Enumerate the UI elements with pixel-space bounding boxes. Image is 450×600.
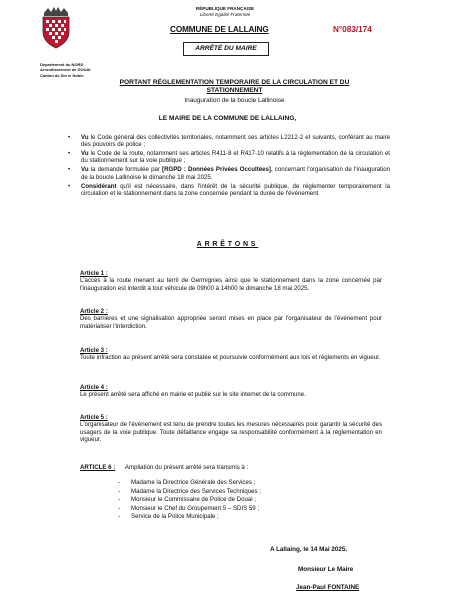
article-6 bbox=[80, 464, 248, 471]
motto-line: Liberté Égalité Fraternité bbox=[199, 11, 251, 17]
recipient-text: Service de la Police Municipale ; bbox=[131, 513, 219, 521]
article-5 bbox=[80, 414, 382, 443]
recipient-item bbox=[118, 496, 338, 505]
signature-name: Jean-Paul FONTAINE bbox=[296, 584, 360, 591]
recipient-text: Madame la Directrice Générale des Services ; bbox=[131, 479, 256, 486]
recipient-item bbox=[118, 513, 338, 522]
consideration-item bbox=[68, 134, 390, 149]
dash-icon: - bbox=[118, 487, 121, 495]
bullet-icon: • bbox=[68, 150, 71, 158]
main-title: PORTANT RÉGLEMENTATION TEMPORAIRE DE LA CIRCULATION ET DU STATIONNEMENT bbox=[119, 79, 350, 94]
consideration-lead: Vu bbox=[81, 166, 89, 174]
canton-line: Canton de Sin le Noble bbox=[40, 72, 84, 78]
recipient-text: Monsieur le Chef du Groupement 5 – SDIS 59 ; bbox=[131, 504, 260, 512]
bullet-icon: • bbox=[68, 182, 71, 190]
article-intro: Ampliation du présent arrêté sera transmis à : bbox=[124, 464, 249, 471]
article-body: Des barrières et une signalisation appropriée seront mises en place par l'organisateur de l'événement pour matérialiser l'interdiction. bbox=[80, 315, 382, 330]
bullet-icon: • bbox=[68, 166, 71, 174]
maire-heading: LE MAIRE DE LA COMMUNE DE LALLAING, bbox=[158, 115, 297, 122]
article-title: Article 5 : bbox=[80, 414, 108, 421]
article-4 bbox=[80, 384, 382, 399]
considerations-list bbox=[68, 134, 390, 199]
article-title: Article 4 : bbox=[80, 384, 108, 391]
consideration-item bbox=[68, 150, 390, 165]
commune-name: COMMUNE DE LALLAING bbox=[170, 25, 269, 34]
department-line: Département du NORD bbox=[40, 62, 84, 67]
recipients-list bbox=[118, 479, 338, 522]
article-body: Toute infraction au présent arrêté sera constatée et poursuivie conformément aux lois et règlements en vigueur. bbox=[80, 354, 381, 362]
consideration-tail: , concernant l'organisation de l'inauguration de la boucle Lallinoise le dimanche 18 mai 2025. bbox=[81, 166, 391, 181]
subject-line: Inauguration de la boucle Lallinoise bbox=[184, 97, 285, 104]
dash-icon: - bbox=[118, 504, 121, 512]
consideration-item bbox=[68, 183, 390, 198]
article-body: Le présent arrêté sera affiché en mairie et publié sur le site internet de la commune. bbox=[80, 391, 306, 399]
consideration-lead: Considérant bbox=[81, 182, 117, 190]
consideration-item bbox=[68, 166, 390, 181]
signature-place-date: A Lallaing, le 14 Mai 2025. bbox=[270, 546, 348, 553]
article-title: Article 1 : bbox=[80, 270, 108, 277]
dash-icon: - bbox=[118, 479, 121, 486]
recipient-text: Monsieur le Commissaire de Police de Douai ; bbox=[131, 496, 256, 504]
consideration-text: le Code de la route, notamment ses articles R411-8 et R417-10 relatifs à la réglementation de la circulation et du stationnement sur la voie publique ; bbox=[81, 150, 390, 165]
dash-icon: - bbox=[118, 513, 121, 521]
article-title: Article 3 : bbox=[80, 347, 108, 354]
article-3 bbox=[80, 347, 382, 362]
article-1 bbox=[80, 270, 382, 292]
consideration-text: qu'il est nécessaire, dans l'intérêt de la sécurité publique, de réglementer temporairement la circulation et le stationnement dans la zone concernée pendant la durée de l'événement bbox=[81, 182, 390, 197]
article-title: Article 2 : bbox=[80, 308, 108, 315]
consideration-lead: Vu bbox=[81, 150, 89, 158]
signature-role: Monsieur Le Maire bbox=[298, 566, 354, 573]
arrondissement-line: Arrondissement de DOUAI bbox=[40, 67, 91, 73]
arrete-number: N°083/174 bbox=[333, 25, 372, 34]
republic-line: RÉPUBLIQUE FRANÇAISE bbox=[195, 6, 255, 11]
dash-icon: - bbox=[118, 496, 121, 504]
republic-header bbox=[150, 6, 300, 17]
redacted-data: [RGPD : Données Privées Occultées] bbox=[162, 166, 271, 174]
commune-coat-of-arms-logo bbox=[40, 6, 72, 50]
recipient-item bbox=[118, 505, 338, 514]
article-body: L'accès à la route menant au terril de Germignies ainsi que le stationnement dans la zone concernée par l'inauguration est interdit à tout véhicule de 09h00 à 14h00 le dimanche 18 mai 2025. bbox=[80, 277, 382, 292]
article-title: ARTICLE 6 : bbox=[80, 464, 116, 471]
department-block bbox=[40, 62, 90, 78]
arretons-heading: ARRÊTONS bbox=[196, 241, 259, 248]
recipient-item bbox=[118, 488, 338, 497]
consideration-lead: Vu bbox=[81, 134, 89, 141]
article-body: L'organisateur de l'événement est tenu de prendre toutes les mesures nécessaires pour garantir la sécurité des usagers de la voie publique. Toute défaillance engage sa responsabilité conformément à la réglementation en vigueur. bbox=[80, 421, 382, 443]
arrete-type-box: ARRÊTÉ DU MAIRE bbox=[183, 42, 269, 56]
article-2 bbox=[80, 308, 382, 330]
bullet-icon: • bbox=[68, 134, 71, 141]
consideration-text: le Code général des collectivités territoriales, notamment ses articles L2212-2 et suivants, conférant au maire des pouvoirs de police ; bbox=[81, 134, 390, 149]
consideration-text: la demande formulée par bbox=[88, 166, 163, 174]
recipient-item bbox=[118, 479, 338, 488]
recipient-text: Madame la Directrice des Services Techniques ; bbox=[131, 487, 261, 495]
